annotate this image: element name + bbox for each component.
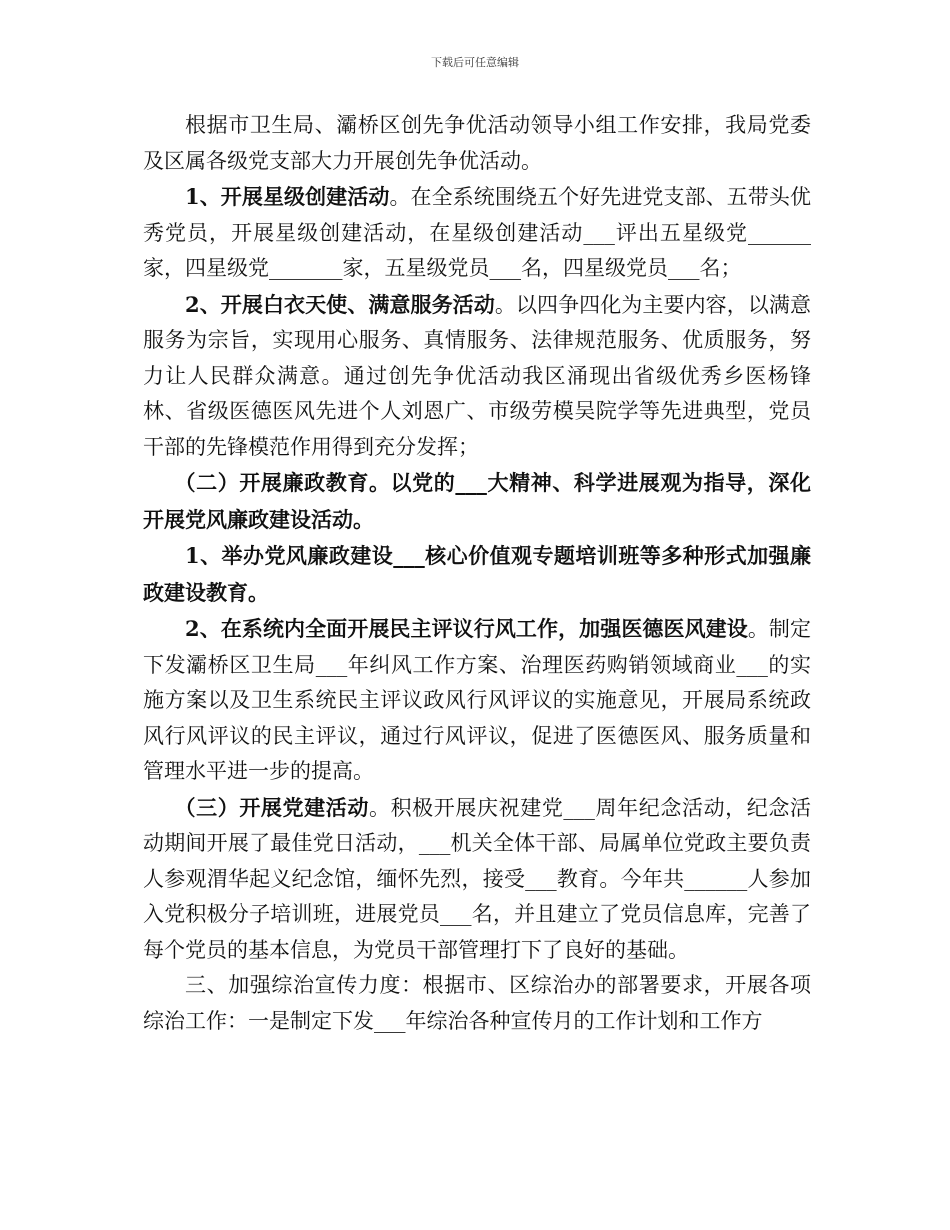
paragraph-intro <box>143 108 811 179</box>
bold-text-run: 2、在系统内全面开展民主评议行风工作，加强医德医风建设 <box>185 616 748 641</box>
document-body <box>143 108 811 1039</box>
text-run: 。积极开展庆祝建党___周年纪念活动，纪念活动期间开展了最佳党日活动，___机关全体干部、局属单位党政主要负责人参观渭华起义纪念馆，缅怀先烈，接受___教育。今年共______人参加入党积极分子培训班，进展党员___名，并且建立了党员信息库，完善了每个党员的基本信息，为党员干部管理打下了良好的基础。 <box>143 795 812 962</box>
paragraph-item-1-star <box>143 179 811 287</box>
text-run: 。在全系统围绕五个好先进党支部、五带头优秀党员，开展星级创建活动，在星级创建活动___评出五星级党______家，四星级党_______家，五星级党员___名，四星级党员___名； <box>143 185 811 280</box>
bold-text-run: （三）开展党建活动 <box>174 794 369 820</box>
text-run: 。制定下发灞桥区卫生局___年纠风工作方案、治理医药购销领域商业___的实施方案以及卫生系统民主评议政风行风评议的实施意见，开展局系统政风行风评议的民主评议，通过行风评议，促进了医德医风、服务质量和管理水平进一步的提高。 <box>143 617 811 783</box>
paragraph-section-three <box>143 968 811 1039</box>
text-run: 。以四争四化为主要内容，以满意服务为宗旨，实现用心服务、真情服务、法律规范服务、优质服务，努力让人民群众满意。通过创先争优活动我区涌现出省级优秀乡医杨锋林、省级医德医风先进个人刘恩广、市级劳模吴院学等先进典型，党员干部的先锋模范作用得到充分发挥； <box>143 292 811 459</box>
bold-text-run: （二）开展廉政教育。以党的___大精神、科学进展观为指导，深化开展党风廉政建设活动。 <box>143 470 811 532</box>
bold-text-run: 2、开展白衣天使、满意服务活动 <box>185 291 495 317</box>
paragraph-item-2-2 <box>143 611 811 790</box>
paragraph-item-2-1 <box>143 538 811 611</box>
text-run: 根据市卫生局、灞桥区创先争优活动领导小组工作安排，我局党委及区属各级党支部大力开展创先争优活动。 <box>143 113 811 173</box>
text-run: 三、加强综治宣传力度：根据市、区综治办的部署要求，开展各项综治工作：一是制定下发___年综治各种宣传月的工作计划和工作方 <box>143 973 811 1033</box>
paragraph-section-2-heading <box>143 465 811 538</box>
bold-text-run: 1、举办党风廉政建设___核心价值观专题培训班等多种形式加强廉政建设教育。 <box>143 543 811 605</box>
paragraph-item-2-angel <box>143 287 811 466</box>
bold-text-run: 1、开展星级创建活动 <box>185 184 390 209</box>
paragraph-section-3 <box>143 790 811 969</box>
page-header: 下载后可任意编辑 <box>431 56 519 69</box>
